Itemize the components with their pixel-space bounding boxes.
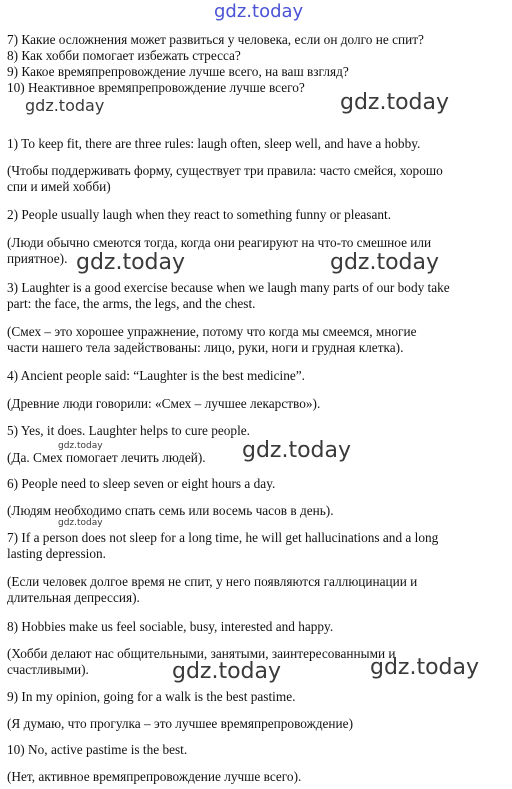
translation-line: (Да. Смех помогает лечить людей). xyxy=(7,450,206,465)
answer-line: 10) No, active pastime is the best. xyxy=(7,742,188,757)
translation-line: длительная депрессия). xyxy=(7,590,140,605)
site-watermark: gdz.today xyxy=(172,659,282,684)
answer-line: 7) If a person does not sleep for a long time, he will get hallucinations and a long xyxy=(7,530,439,545)
translation-line: (Люди обычно смеются тогда, когда они реагируют на что-то смешное или xyxy=(7,235,432,250)
translation-line: (Древние люди говорили: «Смех – лучшее лекарство»). xyxy=(7,396,321,411)
answer-line: 4) Ancient people said: “Laughter is the best medicine”. xyxy=(7,368,305,383)
site-watermark: gdz.today xyxy=(76,250,186,275)
translation-line: (Если человек долгое время не спит, у него появляются галлюцинации и xyxy=(7,574,418,589)
translation-line: (Смех – это хорошее упражнение, потому что когда мы смеемся, многие xyxy=(7,324,417,339)
site-watermark: gdz.today xyxy=(340,90,450,115)
site-watermark: gdz.today xyxy=(242,438,352,463)
answer-line: lasting depression. xyxy=(7,546,106,561)
answer-line: 8) Hobbies make us feel sociable, busy, interested and happy. xyxy=(7,619,334,634)
question-line: 10) Неактивное времяпрепровождение лучше всего? xyxy=(7,80,305,95)
translation-line: (Хобби делают нас общительными, занятыми, заинтересованными и xyxy=(7,646,396,661)
translation-line: части нашего тела задействованы: лицо, руки, ноги и грудная клетка). xyxy=(7,340,404,355)
translation-line: (Людям необходимо спать семь или восемь часов в день). xyxy=(7,503,334,518)
site-watermark: gdz.today xyxy=(58,518,103,528)
answer-line: 3) Laughter is a good exercise because when we laugh many parts of our body take xyxy=(7,280,450,295)
question-line: 8) Как хобби помогает избежать стресса? xyxy=(7,48,241,63)
site-watermark: gdz.today xyxy=(370,655,480,680)
translation-line: счастливыми). xyxy=(7,662,89,677)
answer-line: 9) In my opinion, going for a walk is the best pastime. xyxy=(7,689,296,704)
answer-line: 6) People need to sleep seven or eight hours a day. xyxy=(7,476,276,491)
answer-line: 2) People usually laugh when they react to something funny or pleasant. xyxy=(7,207,392,222)
translation-line: (Я думаю, что прогулка – это лучшее времяпрепровождение) xyxy=(7,716,353,731)
answer-line: 1) To keep fit, there are three rules: laugh often, sleep well, and have a hobby. xyxy=(7,136,421,151)
question-line: 7) Какие осложнения может развиться у человека, если он долго не спит? xyxy=(7,32,424,47)
answer-line: 5) Yes, it does. Laughter helps to cure people. xyxy=(7,423,250,438)
translation-line: (Нет, активное времяпрепровождение лучше всего). xyxy=(7,769,302,784)
site-watermark-header: gdz.today xyxy=(214,1,304,22)
question-line: 9) Какое времяпрепровождение лучше всего, на ваш взгляд? xyxy=(7,64,349,79)
translation-line: спи и имей хобби) xyxy=(7,179,111,194)
site-watermark: gdz.today xyxy=(330,250,440,275)
site-watermark: gdz.today xyxy=(25,96,105,115)
site-watermark: gdz.today xyxy=(58,441,103,451)
translation-line: (Чтобы поддерживать форму, существует три правила: часто смейся, хорошо xyxy=(7,163,443,178)
answer-line: part: the face, the arms, the legs, and the chest. xyxy=(7,296,256,311)
translation-line: приятное). xyxy=(7,251,68,266)
